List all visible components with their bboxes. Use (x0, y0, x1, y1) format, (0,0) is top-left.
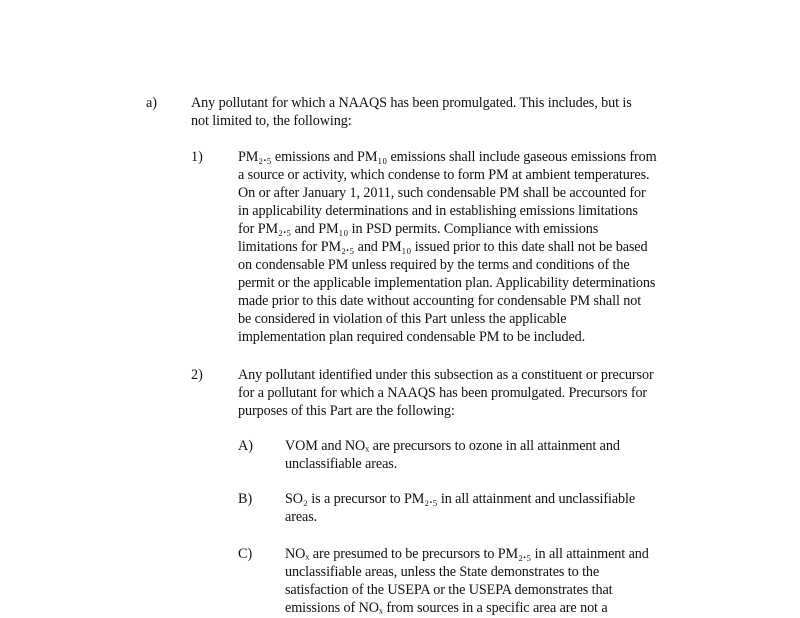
item-2-line-2: for a pollutant for which a NAAQS has been promulgated. Precursors for (238, 385, 648, 401)
item-1-line-5: for PM₂.₅ and PM₁₀ in PSD permits. Compliance with emissions (238, 221, 599, 237)
item-a-line-2: unclassifiable areas. (285, 456, 398, 472)
item-1-line-4: in applicability determinations and in establishing emissions limitations (238, 203, 638, 219)
item-b-line-1: SO₂ is a precursor to PM₂.₅ in all attainment and unclassifiable (285, 491, 636, 507)
item-1-line-2: a source or activity, which condense to form PM at ambient temperatures. (238, 167, 650, 183)
item-b-marker: B) (238, 491, 253, 507)
item-a-marker: A) (238, 438, 253, 454)
item-1-line-8: permit or the applicable implementation plan. Applicability determinations (238, 275, 656, 291)
item-c-line-2: unclassifiable areas, unless the State demonstrates to the (285, 564, 600, 580)
item-1-line-9: made prior to this date without accounting for condensable PM shall not (238, 293, 642, 309)
item-1-line-1: PM₂.₅ emissions and PM₁₀ emissions shall include gaseous emissions from (238, 149, 657, 165)
item-c-line-1: NOₓ are presumed to be precursors to PM₂.₅ in all attainment and (285, 546, 649, 562)
item-c-line-4: emissions of NOₓ from sources in a specific area are not a (285, 600, 608, 616)
item-2-line-3: purposes of this Part are the following: (238, 403, 455, 419)
item-1-line-11: implementation plan required condensable PM to be included. (238, 329, 586, 345)
section-a-line-2: not limited to, the following: (191, 113, 352, 129)
section-a-marker: a) (146, 95, 158, 111)
item-2-marker: 2) (191, 367, 203, 383)
item-1-line-6: limitations for PM₂.₅ and PM₁₀ issued prior to this date shall not be based (238, 239, 648, 255)
item-c-marker: C) (238, 546, 253, 562)
item-2-line-1: Any pollutant identified under this subsection as a constituent or precursor (238, 367, 654, 383)
section-a-line-1: Any pollutant for which a NAAQS has been promulgated. This includes, but is (191, 95, 632, 111)
item-1-marker: 1) (191, 149, 203, 165)
item-1-line-3: On or after January 1, 2011, such condensable PM shall be accounted for (238, 185, 646, 201)
item-c-line-3: satisfaction of the USEPA or the USEPA demonstrates that (285, 582, 613, 598)
item-b-line-2: areas. (285, 509, 318, 525)
item-1-line-10: be considered in violation of this Part unless the applicable (238, 311, 567, 327)
item-1-line-7: on condensable PM unless required by the terms and conditions of the (238, 257, 630, 273)
item-a-line-1: VOM and NOₓ are precursors to ozone in all attainment and (285, 438, 620, 454)
